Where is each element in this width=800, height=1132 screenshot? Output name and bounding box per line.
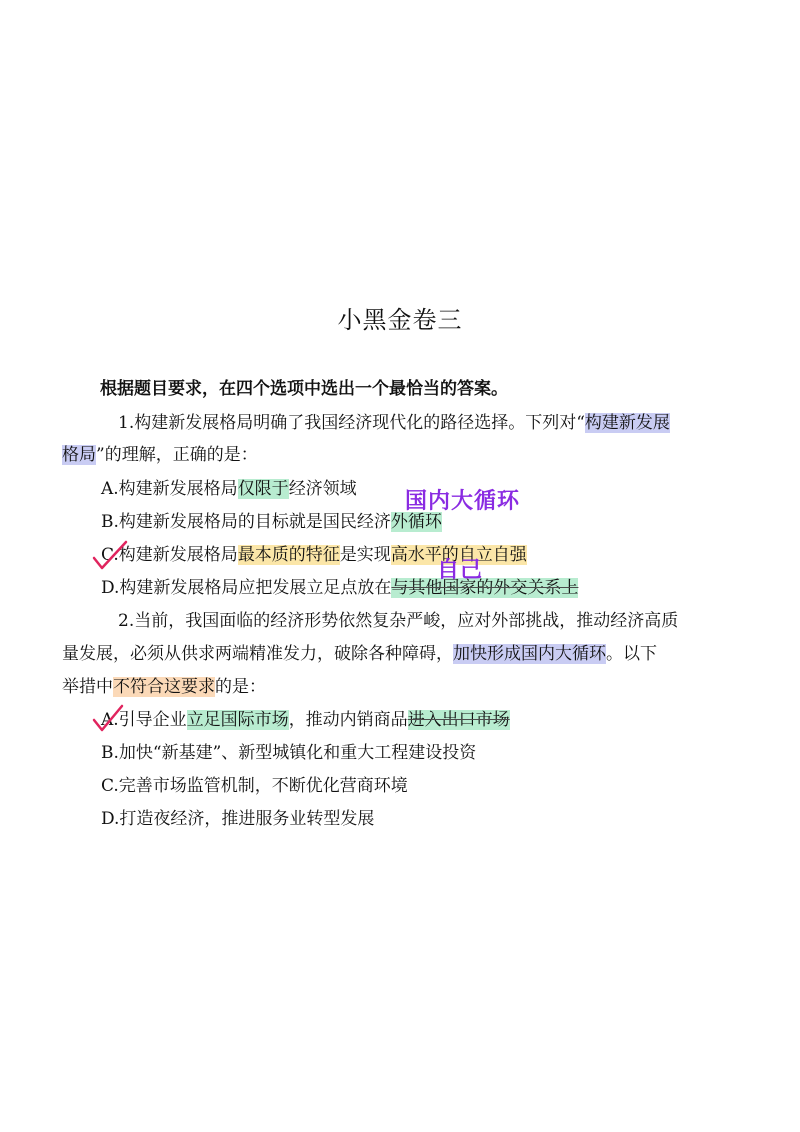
q1-stem-highlight-2: 格局 (62, 445, 96, 465)
q2-stem-line2 (62, 639, 657, 669)
option-highlight: 最本质的特征 (237, 545, 340, 565)
q2-stem-highlight: 不符合这要求 (113, 677, 215, 697)
q1-stem-highlight: 构建新发展 (584, 413, 670, 433)
checkmark-icon (90, 538, 130, 572)
q1-stem-text: 1.构建新发展格局明确了我国经济现代化的路径选择。下列对“ (118, 413, 585, 433)
q2-option-c[interactable]: C.完善市场监管机制，不断优化营商环境 (101, 776, 408, 796)
q2-option-b[interactable]: B.加快“新基建”、新型城镇化和重大工程建设投资 (101, 743, 477, 763)
option-highlight: 仅限于 (237, 479, 289, 499)
instruction-text: 根据题目要求，在四个选项中选出一个最恰当的答案。 (100, 379, 508, 399)
q2-stem-text: 量发展，必须从供求两端精准发力，破除各种障碍， (62, 644, 453, 664)
q2-stem-text: 。以下 (606, 644, 657, 664)
option-highlight: 高水平的自立自强 (390, 545, 527, 565)
q1-option-d[interactable] (101, 573, 578, 603)
q1-stem-line1 (118, 408, 670, 438)
page-title: 小黑金卷三 (337, 306, 463, 334)
q2-option-a[interactable] (101, 705, 510, 735)
q2-stem-text: 举措中 (62, 677, 113, 697)
option-text: D.构建新发展格局应把发展立足点放在 (101, 578, 392, 598)
option-text: ，推动内销商品 (288, 710, 408, 730)
q1-option-a[interactable] (101, 474, 357, 504)
q1-option-b[interactable] (101, 507, 442, 537)
handwritten-note-inner-cycle: 国内大循环 (405, 489, 521, 514)
q2-stem-line3 (62, 672, 266, 702)
option-highlight: 与其他国家的外交关系上 (391, 578, 579, 598)
option-highlight: 外循环 (390, 512, 442, 532)
q1-stem-text-2: ”的理解，正确的是： (96, 445, 258, 465)
q2-option-d[interactable]: D.打造夜经济，推进服务业转型发展 (101, 809, 375, 829)
option-highlight: 立足国际市场 (186, 710, 289, 730)
option-text: A.构建新发展格局 (101, 479, 238, 499)
option-text: A.引导企业 (101, 710, 187, 730)
option-highlight: 进入出口市场 (407, 710, 510, 730)
handwritten-note-self: 自己 (437, 558, 484, 583)
q2-stem-text: 的是： (215, 677, 266, 697)
q2-stem-highlight: 加快形成国内大循环 (453, 644, 606, 664)
option-text: C.构建新发展格局 (101, 545, 238, 565)
option-text: 经济领域 (288, 479, 357, 499)
q1-stem-line2 (62, 440, 258, 470)
option-text: 是实现 (339, 545, 391, 565)
checkmark-icon (90, 702, 130, 736)
option-text: B.构建新发展格局的目标就是国民经济 (101, 512, 391, 532)
q2-stem-line1: 2.当前，我国面临的经济形势依然复杂严峻，应对外部挑战，推动经济高质 (118, 611, 679, 631)
